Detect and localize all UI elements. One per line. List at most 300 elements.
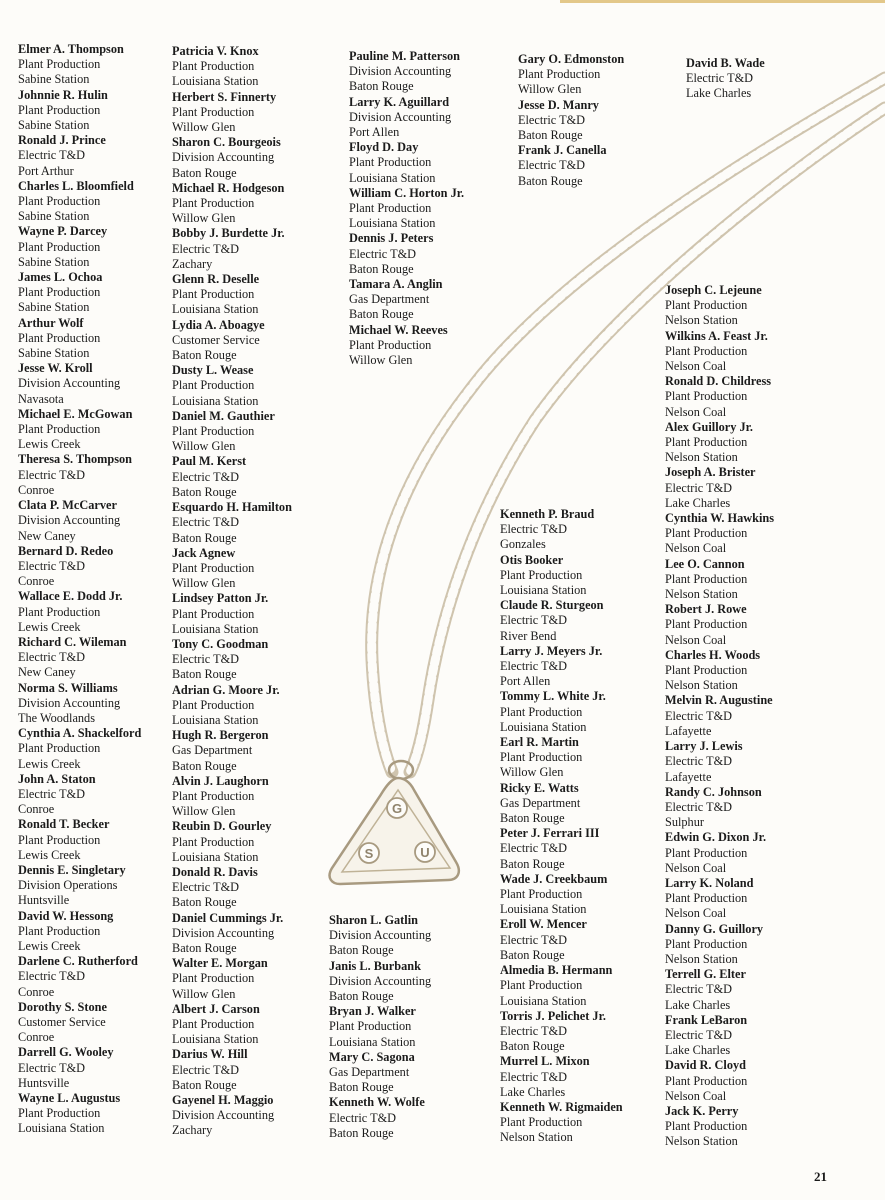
employee-department: Electric T&D [665,1027,733,1042]
employee-entry [18,726,141,772]
employee-department: Plant Production [172,59,255,74]
employee-entry [18,1091,141,1137]
employee-location: Louisiana Station [172,393,259,408]
employee-department: Electric T&D [18,969,86,984]
employee-name: John A. Staton [18,771,96,786]
employee-department: Plant Production [18,285,101,300]
employee-department: Electric T&D [172,515,240,530]
employee-department: Plant Production [500,887,583,902]
employee-department: Customer Service [18,1015,106,1029]
employee-name: Bernard D. Redeo [18,543,114,558]
employee-entry [665,420,774,466]
employee-entry [518,143,624,189]
employee-location: Louisiana Station [500,993,587,1008]
employee-department: Plant Production [172,424,255,439]
employee-location: Willow Glen [172,804,236,819]
employee-department: Plant Production [349,155,432,170]
employee-name: Adrian G. Moore Jr. [172,682,280,697]
employee-department: Electric T&D [518,112,586,127]
employee-department: Plant Production [172,606,255,621]
employee-name: Mary C. Sagona [329,1049,415,1064]
employee-location: Sabine Station [18,346,90,361]
employee-location: Sabine Station [18,254,90,269]
employee-department: Electric T&D [500,841,568,856]
employee-location: Louisiana Station [172,302,259,317]
employee-location: Baton Rouge [500,811,565,826]
employee-entry [172,1093,292,1139]
employee-entry [172,90,292,136]
employee-department: Plant Production [349,201,432,216]
employee-name: Paul M. Kerst [172,454,247,469]
employee-location: New Caney [18,665,76,680]
employee-entry [686,56,765,102]
employee-department: Plant Production [18,330,101,345]
chain-strand-right [410,108,885,772]
employee-name: Wade J. Creekbaum [500,871,608,886]
employee-location: Baton Rouge [500,1039,565,1054]
employee-name: Jack Agnew [172,545,236,560]
employee-location: Louisiana Station [500,719,587,734]
employee-location: Louisiana Station [500,902,587,917]
employee-name: Theresa S. Thompson [18,452,133,467]
employee-department: Plant Production [500,704,583,719]
employee-entry [18,452,141,498]
employee-location: Baton Rouge [349,307,414,322]
employee-entry [329,959,431,1005]
employee-entry [665,1104,774,1150]
employee-department: Electric T&D [665,480,733,495]
employee-name: Kenneth W. Wolfe [329,1095,425,1110]
employee-name: Dusty L. Wease [172,363,254,378]
employee-location: Nelson Station [500,1130,573,1145]
employee-entry [665,876,774,922]
employee-location: Baton Rouge [500,947,565,962]
employee-location: Willow Glen [349,353,413,368]
employee-location: Lewis Creek [18,437,81,452]
employee-location: Lake Charles [665,1043,731,1058]
employee-entry [18,316,141,362]
employee-name: Gayenel H. Maggio [172,1093,274,1108]
employee-name: Elmer A. Thompson [18,42,124,56]
employee-location: Baton Rouge [172,530,237,545]
employee-entry [18,224,141,270]
employee-entry [500,1054,623,1100]
employee-name: Dennis E. Singletary [18,862,126,877]
employee-department: Electric T&D [172,880,240,895]
employee-name: Clata P. McCarver [18,498,117,513]
employee-department: Electric T&D [329,1110,397,1125]
employee-location: Nelson Coal [665,906,727,921]
employee-location: Louisiana Station [172,621,259,636]
employee-location: Baton Rouge [172,484,237,499]
employee-name: Murrel L. Mixon [500,1054,590,1069]
page-number: 21 [814,1169,827,1184]
employee-entry [518,52,624,98]
employee-department: Plant Production [665,526,748,541]
employee-entry [500,963,623,1009]
employee-name: Glenn R. Deselle [172,272,260,287]
employee-name: Kenneth W. Rigmaiden [500,1099,623,1114]
employee-department: Plant Production [172,104,255,119]
employee-entry [18,863,141,909]
employee-location: Sabine Station [18,209,90,224]
employee-name: Danny G. Guillory [665,921,764,936]
employee-location: Baton Rouge [329,989,394,1004]
employee-location: Willow Glen [172,211,236,226]
employee-entry [500,1100,623,1146]
employee-location: Baton Rouge [518,128,583,143]
employee-name: Sharon L. Gatlin [329,913,418,927]
employee-entry [518,98,624,144]
employee-location: Lafayette [665,769,712,784]
employee-name: Charles L. Bloomfield [18,178,134,193]
employee-location: Lewis Creek [18,847,81,862]
employee-location: Conroe [18,1030,55,1045]
employee-entry [329,913,431,959]
employee-location: Nelson Coal [665,860,727,875]
employee-department: Plant Production [18,923,101,938]
employee-location: Nelson Station [665,951,738,966]
employee-name: Claude R. Sturgeon [500,598,604,613]
employee-department: Electric T&D [500,932,568,947]
employee-department: Plant Production [665,1073,748,1088]
employee-name: Wallace E. Dodd Jr. [18,589,123,604]
employee-location: Baton Rouge [329,1125,394,1140]
employee-entry [665,1058,774,1104]
employee-name: Bryan J. Walker [329,1004,416,1019]
employee-location: Zachary [172,1123,213,1138]
employee-entry [172,135,292,181]
employee-location: Baton Rouge [329,1080,394,1095]
employee-entry [172,1002,292,1048]
employee-department: Electric T&D [665,754,733,769]
employee-name: Hugh R. Bergeron [172,728,269,743]
employee-entry [665,602,774,648]
employee-department: Plant Production [18,604,101,619]
employee-entry [18,42,141,88]
employee-entry [172,546,292,592]
employee-location: Baton Rouge [329,943,394,958]
name-column-4 [518,52,624,189]
employee-department: Division Accounting [329,928,432,943]
employee-department: Plant Production [500,978,583,993]
employee-department: Plant Production [18,57,101,72]
employee-name: Larry K. Aguillard [349,94,450,109]
employee-department: Division Accounting [18,376,121,391]
employee-name: Reubin D. Gourley [172,819,272,834]
employee-name: Jack K. Perry [665,1103,739,1118]
employee-location: Willow Glen [518,82,582,97]
employee-entry [665,329,774,375]
employee-name: David B. Wade [686,56,765,70]
employee-department: Plant Production [500,567,583,582]
employee-department: Gas Department [500,795,581,810]
employee-entry [500,1009,623,1055]
employee-department: Plant Production [665,845,748,860]
employee-location: Willow Glen [172,439,236,454]
employee-name: Otis Booker [500,552,564,567]
employee-department: Division Accounting [172,150,275,165]
employee-location: Conroe [18,984,55,999]
employee-entry [18,909,141,955]
employee-department: Plant Production [172,196,255,211]
employee-department: Plant Production [665,343,748,358]
employee-location: Baton Rouge [172,348,237,363]
employee-location: Nelson Station [665,1134,738,1149]
employee-location: Louisiana Station [349,216,436,231]
employee-location: Conroe [18,482,55,497]
employee-department: Plant Production [665,891,748,906]
employee-department: Plant Production [500,1115,583,1130]
name-column-7 [500,507,623,1146]
employee-name: Eroll W. Mencer [500,917,587,932]
employee-department: Electric T&D [18,148,86,163]
employee-name: Lee O. Cannon [665,556,745,571]
employee-entry [18,954,141,1000]
employee-name: Wilkins A. Feast Jr. [665,328,768,343]
employee-name: Daniel Cummings Jr. [172,910,284,925]
employee-department: Plant Production [665,571,748,586]
employee-name: Cynthia A. Shackelford [18,726,142,741]
employee-entry [172,865,292,911]
employee-department: Plant Production [18,194,101,209]
employee-entry [18,361,141,407]
employee-location: Huntsville [18,1075,70,1090]
employee-location: Nelson Coal [665,541,727,556]
employee-entry [500,735,623,781]
employee-location: Lake Charles [665,495,731,510]
employee-department: Electric T&D [172,469,240,484]
employee-location: Lake Charles [665,997,731,1012]
employee-location: Baton Rouge [172,758,237,773]
employee-entry [349,186,464,232]
employee-entry [18,1045,141,1091]
employee-name: Darrell G. Wooley [18,1045,114,1060]
employee-entry [500,507,623,553]
employee-location: Lafayette [665,723,712,738]
employee-entry [172,272,292,318]
employee-name: Larry K. Noland [665,875,754,890]
employee-name: Jesse W. Kroll [18,361,93,376]
employee-location: Nelson Station [665,678,738,693]
employee-name: Johnnie R. Hulin [18,87,108,102]
employee-name: Albert J. Carson [172,1001,260,1016]
employee-name: Daniel M. Gauthier [172,408,275,423]
employee-name: Michael R. Hodgeson [172,180,285,195]
employee-name: Walter E. Morgan [172,956,268,971]
employee-entry [500,826,623,872]
employee-entry [349,49,464,95]
employee-entry [665,557,774,603]
employee-entry [172,363,292,409]
employee-name: Joseph C. Lejeune [665,283,762,297]
employee-department: Plant Production [18,832,101,847]
employee-department: Division Accounting [172,925,275,940]
employee-department: Plant Production [329,1019,412,1034]
employee-location: Nelson Coal [665,1088,727,1103]
employee-department: Electric T&D [18,650,86,665]
employee-department: Electric T&D [500,659,568,674]
employee-location: Baton Rouge [349,79,414,94]
employee-entry [172,637,292,683]
employee-name: Ronald T. Becker [18,817,110,832]
employee-location: Louisiana Station [18,1121,105,1136]
employee-location: Baton Rouge [172,667,237,682]
employee-entry [349,95,464,141]
employee-entry [172,819,292,865]
employee-entry [172,500,292,546]
employee-name: Almedia B. Hermann [500,963,613,978]
employee-location: Baton Rouge [172,1077,237,1092]
employee-name: Jesse D. Manry [518,97,599,112]
employee-department: Electric T&D [518,158,586,173]
employee-name: Larry J. Meyers Jr. [500,643,603,658]
employee-entry [665,511,774,557]
employee-location: The Woodlands [18,710,95,725]
employee-department: Division Accounting [18,513,121,528]
employee-entry [172,181,292,227]
employee-entry [18,270,141,316]
employee-department: Plant Production [665,936,748,951]
name-column-3 [349,49,464,368]
employee-location: Lake Charles [500,1084,566,1099]
employee-department: Division Operations [18,878,118,893]
employee-department: Plant Production [172,378,255,393]
employee-name: Floyd D. Day [349,140,419,155]
employee-entry [18,635,141,681]
employee-name: Sharon C. Bourgeois [172,135,281,150]
employee-location: Willow Glen [172,986,236,1001]
employee-department: Electric T&D [686,71,754,86]
employee-location: Louisiana Station [172,849,259,864]
employee-entry [172,683,292,729]
employee-location: Louisiana Station [349,170,436,185]
employee-entry [172,454,292,500]
employee-entry [500,598,623,644]
employee-location: Louisiana Station [172,712,259,727]
employee-entry [18,681,141,727]
pendant-letter-u: U [420,845,430,860]
employee-department: Electric T&D [500,1023,568,1038]
employee-entry [172,226,292,272]
employee-entry [18,544,141,590]
employee-department: Plant Production [500,750,583,765]
employee-department: Electric T&D [172,1062,240,1077]
employee-name: Michael E. McGowan [18,406,133,421]
employee-location: Lake Charles [686,86,752,101]
employee-name: Pauline M. Patterson [349,49,460,63]
employee-department: Plant Production [518,67,601,82]
employee-name: Michael W. Reeves [349,322,448,337]
employee-location: Gonzales [500,537,546,552]
employee-location: Baton Rouge [172,895,237,910]
employee-location: Sulphur [665,815,704,830]
employee-department: Electric T&D [18,558,86,573]
employee-name: Edwin G. Dixon Jr. [665,830,767,845]
employee-entry [329,1004,431,1050]
employee-location: Sabine Station [18,118,90,133]
employee-department: Plant Production [665,298,748,313]
employee-entry [349,323,464,369]
employee-entry [665,693,774,739]
employee-entry [18,88,141,134]
employee-location: Nelson Station [665,313,738,328]
name-column-5 [686,56,765,102]
name-column-6 [329,913,431,1141]
employee-entry [18,817,141,863]
name-column-2 [172,44,292,1139]
employee-department: Plant Production [18,102,101,117]
employee-location: Conroe [18,574,55,589]
employee-name: Peter J. Ferrari III [500,826,600,841]
employee-name: Tommy L. White Jr. [500,689,606,704]
employee-name: Norma S. Williams [18,680,118,695]
employee-department: Gas Department [172,743,253,758]
employee-entry [18,772,141,818]
employee-name: Herbert S. Finnerty [172,89,277,104]
employee-department: Plant Production [18,422,101,437]
employee-location: Port Arthur [18,163,74,178]
employee-entry [349,277,464,323]
employee-name: David W. Hessong [18,908,114,923]
employee-entry [172,911,292,957]
employee-location: Port Allen [349,125,400,140]
employee-name: Frank LeBaron [665,1012,748,1027]
employee-name: David R. Cloyd [665,1058,746,1073]
employee-entry [172,1047,292,1093]
employee-entry [18,589,141,635]
employee-entry [665,967,774,1013]
employee-entry [665,785,774,831]
employee-department: Plant Production [18,741,101,756]
employee-department: Plant Production [172,287,255,302]
employee-entry [500,781,623,827]
name-column-1 [18,42,141,1137]
employee-entry [329,1050,431,1096]
employee-name: Melvin R. Augustine [665,693,773,708]
employee-location: Sabine Station [18,72,90,87]
employee-entry [500,917,623,963]
employee-department: Electric T&D [500,522,568,537]
employee-name: Cynthia W. Hawkins [665,511,775,526]
employee-entry [500,553,623,599]
employee-location: Willow Glen [172,120,236,135]
employee-entry [18,133,141,179]
employee-department: Plant Production [172,971,255,986]
employee-department: Division Accounting [349,109,452,124]
employee-name: Ronald J. Prince [18,133,106,148]
employee-location: Willow Glen [172,576,236,591]
employee-name: Torris J. Pelichet Jr. [500,1008,606,1023]
employee-name: Gary O. Edmonston [518,52,625,66]
employee-department: Gas Department [349,292,430,307]
employee-location: Zachary [172,256,213,271]
employee-department: Plant Production [665,389,748,404]
gsu-pendant [330,778,459,884]
employee-department: Electric T&D [665,799,733,814]
employee-department: Customer Service [172,332,260,347]
employee-department: Plant Production [172,560,255,575]
employee-entry [18,1000,141,1046]
employee-name: Terrell G. Elter [665,967,746,982]
employee-location: Sabine Station [18,300,90,315]
employee-location: Port Allen [500,674,551,689]
employee-name: Tamara A. Anglin [349,277,443,292]
employee-location: Louisiana Station [329,1034,416,1049]
employee-department: Division Accounting [349,64,452,79]
employee-entry [500,872,623,918]
employee-entry [665,283,774,329]
